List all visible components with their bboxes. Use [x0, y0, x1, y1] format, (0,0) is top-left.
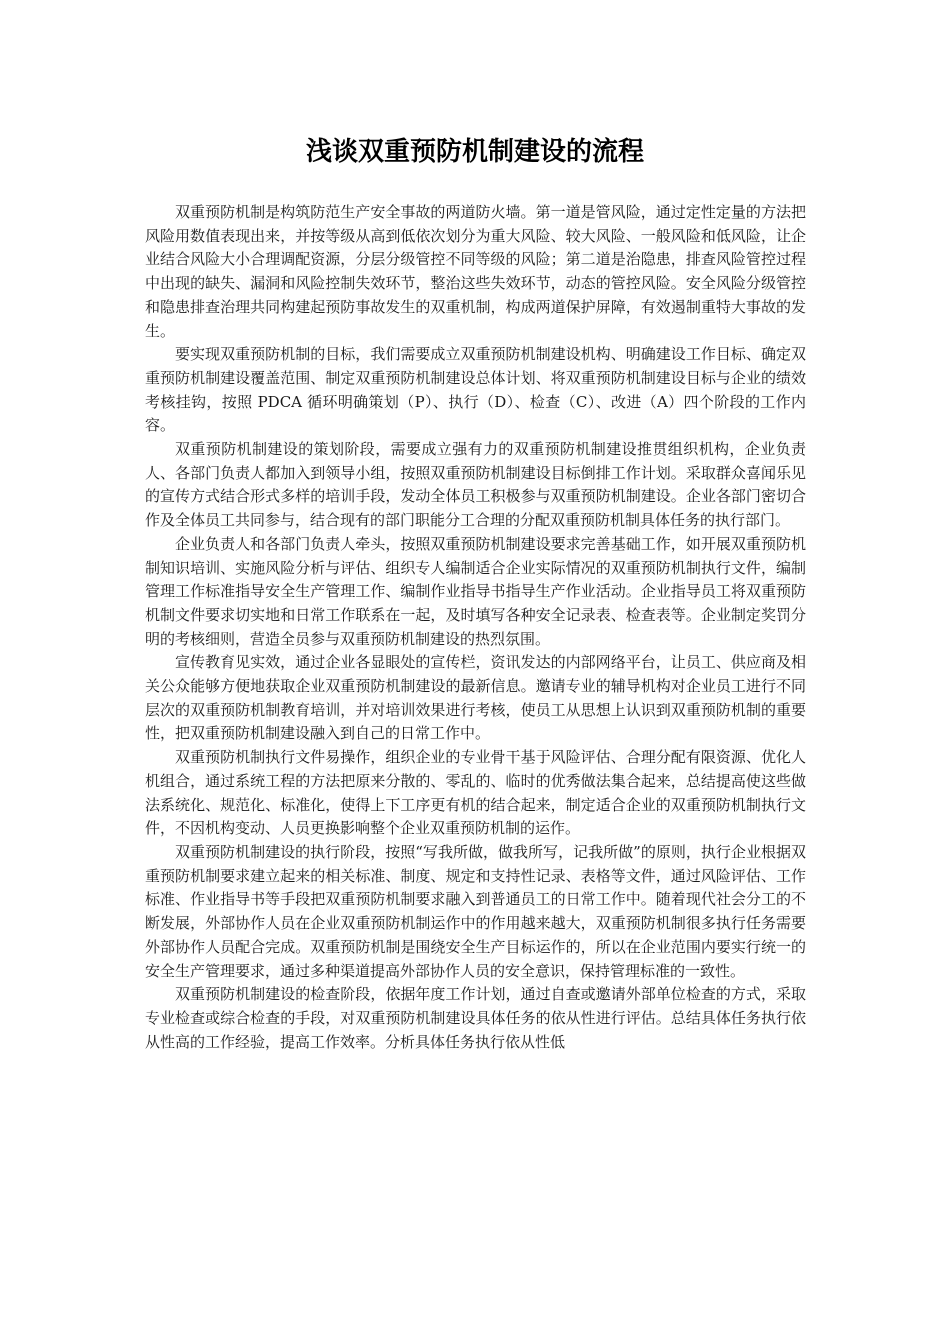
paragraph: 双重预防机制是构筑防范生产安全事故的两道防火墙。第一道是管风险，通过定性定量的方法把风险用数值表现出来，并按等级从高到低依次划分为重大风险、较大风险、一般风险和低风险，让企业结合风险大小合理调配资源，分层分级管控不同等级的风险；第二道是治隐患，排查风险管控过程中出现的缺失、漏洞和风险控制失效环节，整治这些失效环节，动态的管控风险。安全风险分级管控和隐患排查治理共同构建起预防事故发生的双重机制，构成两道保护屏障，有效遏制重特大事故的发生。 [145, 203, 806, 340]
paragraph: 要实现双重预防机制的目标，我们需要成立双重预防机制建设机构、明确建设工作目标、确定双重预防机制建设覆盖范围、制定双重预防机制建设总体计划、将双重预防机制建设目标与企业的绩效考核挂钩，按照 PDCA 循环明确策划（P）、执行（D）、检查（C）、改进（A）四个阶段的工作内容。 [145, 345, 806, 435]
paragraph: 双重预防机制建设的执行阶段，按照“写我所做，做我所写，记我所做”的原则，执行企业根据双重预防机制要求建立起来的相关标准、制度、规定和支持性记录、表格等文件，通过风险评估、工作标准、作业指导书等手段把双重预防机制要求融入到普通员工的日常工作中。随着现代社会分工的不断发展，外部协作人员在企业双重预防机制运作中的作用越来越大，双重预防机制很多执行任务需要外部协作人员配合完成。双重预防机制是围绕安全生产目标运作的，所以在企业范围内要实行统一的安全生产管理要求，通过多种渠道提高外部协作人员的安全意识，保持管理标准的一致性。 [145, 842, 806, 980]
paragraph: 双重预防机制执行文件易操作，组织企业的专业骨干基于风险评估、合理分配有限资源、优化人机组合，通过系统工程的方法把原来分散的、零乱的、临时的优秀做法集合起来，总结提高使这些做法系统化、规范化、标准化，使得上下工序更有机的结合起来，制定适合企业的双重预防机制执行文件，不因机构变动、人员更换影响整个企业双重预防机制的运作。 [145, 748, 806, 838]
paragraph: 宣传教育见实效，通过企业各显眼处的宣传栏，资讯发达的内部网络平台，让员工、供应商及相关公众能够方便地获取企业双重预防机制建设的最新信息。邀请专业的辅导机构对企业员工进行不同层次的双重预防机制教育培训，并对培训效果进行考核，使员工从思想上认识到双重预防机制的重要性，把双重预防机制建设融入到自己的日常工作中。 [145, 653, 806, 743]
document-title: 浅谈双重预防机制建设的流程 [305, 137, 644, 167]
document-body [145, 201, 806, 1201]
paragraph: 企业负责人和各部门负责人牵头，按照双重预防机制建设要求完善基础工作，如开展双重预防机制知识培训、实施风险分析与评估、组织专人编制适合企业实际情况的双重预防机制执行文件，编制管理工作标准指导安全生产管理工作、编制作业指导书指导生产作业活动。企业指导员工将双重预防机制文件要求切实地和日常工作联系在一起，及时填写各种安全记录表、检查表等。企业制定奖罚分明的考核细则，营造全员参与双重预防机制建设的热烈氛围。 [145, 534, 806, 648]
paragraph: 双重预防机制建设的策划阶段，需要成立强有力的双重预防机制建设推贯组织机构，企业负责人、各部门负责人都加入到领导小组，按照双重预防机制建设目标倒排工作计划。采取群众喜闻乐见的宣传方式结合形式多样的培训手段，发动全体员工积极参与双重预防机制建设。企业各部门密切合作及全体员工共同参与，结合现有的部门职能分工合理的分配双重预防机制具体任务的执行部门。 [145, 440, 806, 530]
paragraph: 双重预防机制建设的检查阶段，依据年度工作计划，通过自查或邀请外部单位检查的方式，采取专业检查或综合检查的手段，对双重预防机制建设具体任务的依从性进行评估。总结具体任务执行依从性高的工作经验，提高工作效率。分析具体任务执行依从性低 [145, 985, 806, 1051]
